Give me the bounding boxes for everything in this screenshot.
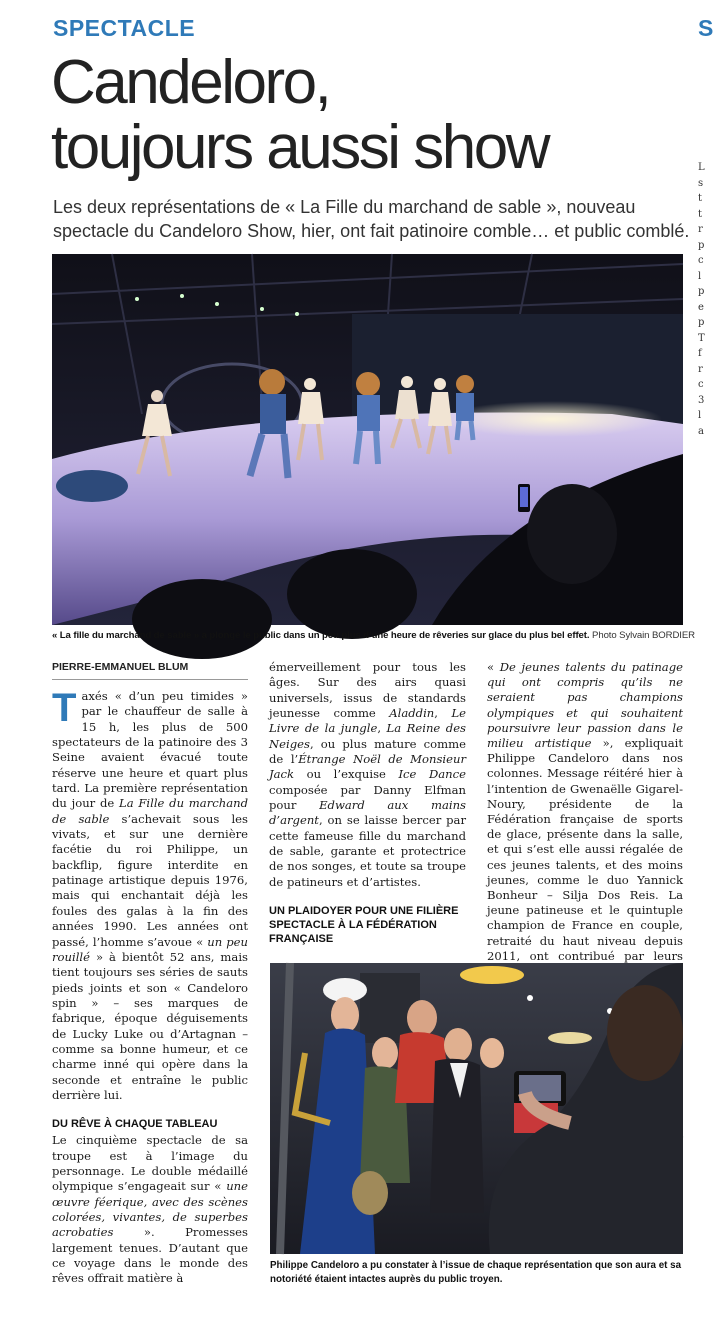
p2-title-neiges-part: Reine des Neiges: [269, 721, 467, 751]
edge-letter: L: [698, 162, 705, 173]
lede: Les deux représentations de « La Fille du marchand de sable », nouveau spectacle du Candeloro Show, hier, ont fait patinoire comble… et public comblé.: [53, 197, 690, 241]
edge-letter: a: [698, 425, 704, 437]
edge-letter: p: [698, 286, 705, 297]
p1-mid: s’achevait sous les vivats, et sur une dernière facétie du roi Philippe, un backflip, figure interdite en patinage artistique depuis 1976, mais qui enchantait déjà les foules des galas à la fin des années 1990. Les années ont passé, l’homme s’avoue «: [52, 811, 248, 949]
edge-letter: s: [698, 177, 704, 189]
subhead-plaidoyer: UN PLAIDOYER POUR UNE FILIÈRE SPECTACLE À LA FÉDÉRATION FRANÇAISE: [269, 905, 459, 946]
edge-letter: t: [698, 208, 703, 220]
section-rubric: SPECTACLE: [53, 15, 196, 41]
paragraph-1: [52, 686, 249, 1103]
main-photo-caption: [52, 629, 695, 642]
second-photo-caption: Philippe Candeloro a pu constater à l’issue de chaque représentation que son aura et sa notoriété étaient intactes auprès du public troyen.: [270, 1260, 682, 1285]
p2-b: ». Promesses largement tenues. D’autant que ce voyage dans le monde des rêves offrait matière à: [52, 1225, 248, 1286]
edge-letter: r: [698, 363, 703, 375]
p2-title-jack-part: Noël de Monsieur Jack: [269, 752, 466, 782]
p2-sep-1-part: [438, 706, 451, 720]
main-photo-credit: Photo Sylvain BORDIER: [592, 630, 695, 641]
headline: [51, 50, 548, 180]
edge-letter: e: [698, 301, 704, 313]
edge-letter: f: [698, 348, 702, 359]
p3-open: «: [487, 660, 495, 674]
main-photo: [52, 254, 683, 625]
edge-letter: c: [698, 379, 704, 390]
headline-line-1: Candeloro,: [51, 48, 330, 117]
p2-title-edward: Edward: [319, 798, 365, 813]
p2-title-jack: Étrange: [298, 752, 346, 767]
edge-letter: p: [698, 239, 705, 251]
article-column-2: [269, 660, 466, 948]
subhead-dream: DU RÊVE À CHAQUE TABLEAU: [52, 1118, 218, 1131]
edge-letter: 3: [698, 394, 705, 406]
next-page-edge-text: [698, 160, 708, 439]
edge-letter: l: [698, 270, 702, 282]
drop-cap: T: [52, 686, 77, 730]
edge-letter: c: [698, 255, 704, 266]
p3-a-part-part: », expliquait Philippe Candeloro dans nos colonnes. Message réitéré hier à l’intention de Gwenaëlle Gigarel-Noury, présidente de la Fédération française de sports de glace, présente dans la salle, et qui s’est elle aussi régalée de ces jeunes talents, et des moins jeunes, comme le duo Yannick Bonheur – Silja Dos Reis. La jeune patineuse et le quintuple champion de France en couple, retraité du haut niveau depuis 2011, ont contribué par leurs: [487, 736, 683, 963]
fans-photo-illustration: [270, 963, 683, 1254]
p2-a: Le cinquième spectacle de sa troupe est à l’image du personnage. Le double médaillé olympique s’engageait sur «: [52, 1133, 248, 1194]
p2-title-jungle: Le: [451, 706, 466, 721]
p2-f: ,: [318, 813, 323, 828]
headline-line-2: toujours aussi show: [51, 113, 548, 182]
paragraph-2: [52, 1133, 248, 1286]
p1-end: » à bientôt 52 ans, mais tient toujours ses séries de sauts pieds joints et son « Candeloro spin » – ses marques de fabrique, époque déguisements de Lucky Luke ou d’Artagnan – comme sa bonne humeur, et ce charme inné qui opère dans la seconde et entraîne le public derrière lui.: [52, 949, 248, 1102]
edge-letter: p: [698, 317, 705, 328]
edge-letter: r: [698, 224, 703, 235]
p3-quote: De: [499, 660, 516, 674]
byline: PIERRE-EMMANUEL BLUM: [52, 661, 248, 680]
second-photo: [270, 963, 683, 1254]
p2-quote: une œuvre féerique, avec des scènes colorées, vivantes, de superbes acrobaties: [52, 1179, 248, 1240]
p2-title-ice-dance-part: Dance: [416, 767, 467, 782]
article-column-1: [52, 686, 249, 1287]
main-photo-caption-text: « La fille du marchand de sable » a plongé le public dans un peu plus d’une heure de rêveries sur glace du plus bel effet.: [52, 630, 590, 641]
p1-intro: axés « d’un peu timides » par le chauffeur de salle à 15 h, les plus de 500 spectateurs de la patinoire des 3 Seine avaient évacué toute réserve une heure et quart plus tard. La première représentation du jour de: [52, 689, 248, 811]
edge-letter: l: [698, 410, 702, 421]
p2-title-ice-dance: Ice: [398, 767, 417, 782]
next-page-edge-rubric: S: [698, 15, 713, 41]
p2-title-neiges: La: [386, 721, 402, 736]
p2-title-edward-part: aux mains d’argent: [269, 798, 466, 828]
p3-quote-part-part: jeunes talents du patinage qui ont compris qu’ils ne seraient pas champions olympiques et qui souhaitent poursuivre leur passion dans le milieu artistique: [487, 660, 683, 751]
p2-e-part: composée par Danny Elfman pour: [269, 782, 466, 813]
p2-c-part: ou plus mature comme de l’: [269, 736, 466, 767]
p2-title-aladdin: Aladdin: [389, 706, 435, 721]
p1-show-title: La Fille du marchand de sable: [52, 796, 249, 826]
edge-letter: t: [698, 193, 703, 204]
edge-letter: T: [698, 332, 705, 344]
p2-sep-1: ,: [434, 706, 438, 721]
paragraph-2-continued: [269, 660, 466, 890]
p2-d-part: ou l’exquise: [294, 767, 399, 782]
p2-title-jungle-part: Livre de la jungle: [269, 721, 378, 736]
p2-c: ,: [309, 736, 314, 751]
p2-b-part: émerveillement pour tous les âges. Sur des airs quasi universels, issus de standards jeunesse comme: [269, 660, 466, 721]
p2-f-part: on se laisse bercer par cette fameuse fille du marchand de sable, garante et protectrice de nos songes, et toute sa troupe de patineurs et d’artistes.: [269, 813, 466, 889]
p2-sep-2: ,: [377, 721, 381, 736]
ice-show-photo-illustration: [52, 254, 683, 625]
p1-quote: un peu rouillé: [52, 934, 248, 964]
